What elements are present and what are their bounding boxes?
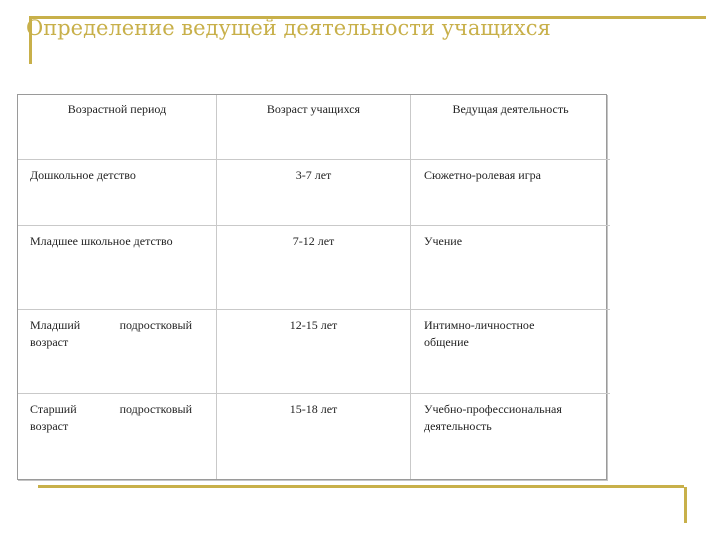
activity-text-line-1: Интимно-личностное xyxy=(424,317,535,332)
period-second-line: возраст xyxy=(30,418,69,433)
activity-text-line-1: Учебно-профессиональная xyxy=(424,401,562,416)
header-student-age: Возраст учащихся xyxy=(217,95,411,159)
activity-cell xyxy=(411,225,611,309)
table-row xyxy=(18,309,610,393)
age-cell: 15-18 лет xyxy=(217,393,411,479)
table-header-row xyxy=(18,95,610,159)
period-text: Младшее школьное детство xyxy=(30,233,173,248)
activity-text-line-2: деятельность xyxy=(424,418,492,433)
activity-text: Учение xyxy=(424,233,463,248)
bottom-right-decor-line xyxy=(684,487,687,523)
period-text: Дошкольное детство xyxy=(30,167,136,182)
period-word-1: Младший xyxy=(30,317,81,332)
header-leading-activity: Ведущая деятельность xyxy=(411,95,611,159)
period-word-2: подростковый xyxy=(119,317,192,332)
period-cell xyxy=(18,225,217,309)
activity-table-grid xyxy=(18,95,610,479)
period-word-2: подростковый xyxy=(119,401,192,416)
activity-cell xyxy=(411,309,611,393)
period-first-line xyxy=(30,401,210,418)
period-second-line: возраст xyxy=(30,334,69,349)
table-row xyxy=(18,225,610,309)
bottom-decor-line xyxy=(38,485,684,488)
period-cell xyxy=(18,393,217,479)
age-cell: 3-7 лет xyxy=(217,159,411,225)
period-first-line xyxy=(30,317,210,334)
activity-text: Сюжетно-ролевая игра xyxy=(424,167,541,182)
activity-text-line-2: общение xyxy=(424,334,469,349)
period-word-1: Старший xyxy=(30,401,77,416)
period-cell xyxy=(18,159,217,225)
age-cell: 7-12 лет xyxy=(217,225,411,309)
activity-cell xyxy=(411,393,611,479)
activity-table xyxy=(17,94,607,480)
header-age-period: Возрастной период xyxy=(18,95,217,159)
activity-cell xyxy=(411,159,611,225)
table-row xyxy=(18,393,610,479)
period-cell xyxy=(18,309,217,393)
slide-title: Определение ведущей деятельности учащихся xyxy=(26,16,551,40)
age-cell: 12-15 лет xyxy=(217,309,411,393)
table-row xyxy=(18,159,610,225)
